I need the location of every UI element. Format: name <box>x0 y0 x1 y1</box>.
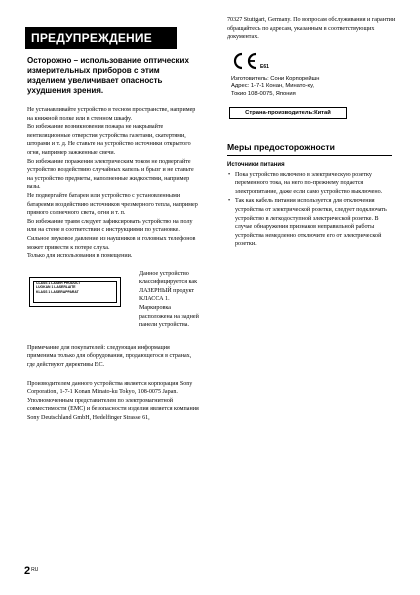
paragraph: Во избежание травм следует зафиксировать устройство на полу или на стене в соответствии с инструкциями по установке. <box>27 218 193 234</box>
service-address: 70327 Stuttgart, Germany. По вопросам обслуживания и гарантии обращайтесь по адресам, указанным в соответствующих документах. <box>227 17 396 41</box>
list-item <box>227 171 397 197</box>
right-column <box>227 16 397 250</box>
manufacturer-line: Адрес: 1-7-1 Конан, Минато-ку, <box>231 83 315 90</box>
manufacturer-line: Токио 108-0075, Япония <box>231 90 296 97</box>
laser-section <box>27 270 199 330</box>
paragraph: Во избежание возникновения пожара не накрывайте вентиляционные отверстия устройства газетами, скатертями, шторами и т. д. Не ставьте на устройство источники открытого огня, например зажженные свечи. <box>27 124 191 156</box>
bullet-icon: • <box>228 198 231 205</box>
section-title: Меры предосторожности <box>227 142 392 156</box>
left-column <box>27 27 199 423</box>
bullet-list <box>227 171 397 249</box>
laser-description: Данное устройство классифицируется как ЛАЗЕРНЫЙ продукт КЛАССА 1. Маркировка расположена на задней панели устройства. <box>139 270 199 329</box>
ce-mark-icon <box>231 52 277 70</box>
page-number <box>24 565 38 577</box>
laser-label-line: KLASS 1 LASERAPPARAT <box>36 289 79 294</box>
laser-label-line: CLASS 1 LASER PRODUCT <box>36 280 81 285</box>
bullet-text: Пока устройство включено в электрическую розетку переменного тока, на него по-прежнему подается электропитание, даже если само устройство выключено. <box>235 171 383 195</box>
paragraph: Только для использования в помещении. <box>27 253 133 260</box>
manufacturer-notice: Производителем данного устройства является корпорация Sony Corporation, 1-7-1 Konan Minato-ku Tokyo, 108-0075 Japan. Уполномоченным представителем по электромагнитной совместимости (EMC) и безопасности изделия является компания Sony Deutschland GmbH, Hedelfinger Strasse 61, <box>27 380 199 421</box>
manufacturer-info <box>231 76 397 99</box>
country-of-origin: Страна-производитель:Китай <box>229 107 347 119</box>
sub-title: Источники питания <box>227 161 285 168</box>
warning-paragraphs <box>27 106 199 261</box>
language-code: RU <box>31 567 39 573</box>
page-number-value: 2 <box>24 565 31 577</box>
paragraph: Не устанавливайте устройство в тесном пространстве, например на книжной полке или в стенном шкафу. <box>27 107 196 122</box>
paragraph: Сильное звуковое давление из наушников и головных телефонов может привести к потере слуха. <box>27 235 196 251</box>
warning-heading: Осторожно – использование оптических измерительных приборов с этим изделием увеличивает опасность ухудшения зрения. <box>27 56 189 95</box>
laser-label-line: LUOKAN 1 LASERLAITE <box>36 285 76 290</box>
list-item <box>227 197 397 249</box>
bullet-text: Так как кабель питания используется для отключения устройства от электрической розетки, следует подключать устройство в легкодоступной электрической розетке. В случае обнаружения признаков неправильной работы устройства немедленно отключите его от электрической розетки. <box>235 198 387 248</box>
svg-text:E61: E61 <box>260 63 269 70</box>
paragraph: Не подвергайте батареи или устройство с установленными батареями воздействию источников чрезмерного тепла, например прямого солнечного света, огня и т. п. <box>27 192 198 217</box>
laser-class-label <box>29 277 121 307</box>
manufacturer-line: Изготовитель: Сони Корпорейшн <box>231 75 320 82</box>
customer-notice: Примечание для покупателей: следующая информация применима только для оборудования, продающегося в странах, где действуют директивы ЕС. <box>27 344 192 369</box>
warning-banner: ПРЕДУПРЕЖДЕНИЕ <box>25 27 177 49</box>
bullet-icon: • <box>228 171 231 178</box>
paragraph: Во избежание поражения электрическим током не подвергайте устройство воздействию случайных капель и брызг и не ставьте на устройство предметы, наполненные жидкостями, например вазы. <box>27 158 194 191</box>
